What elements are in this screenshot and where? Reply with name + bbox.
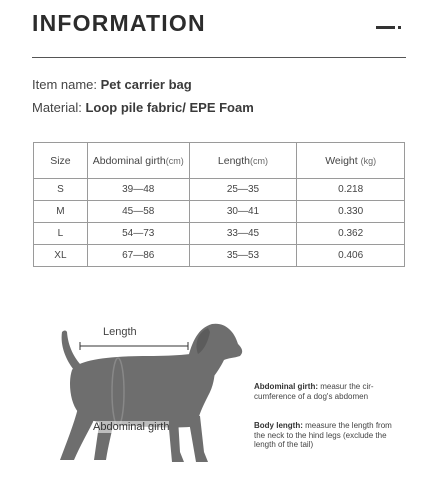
header-size: Size — [34, 143, 88, 179]
minus-icon — [376, 26, 402, 31]
table-cell: S — [34, 179, 88, 201]
table-cell: 0.218 — [297, 179, 405, 201]
table-cell: 39—48 — [87, 179, 189, 201]
table-cell: 35—53 — [189, 245, 297, 267]
length-note — [254, 421, 404, 450]
table-cell: 67—86 — [87, 245, 189, 267]
size-table — [33, 142, 405, 267]
item-name-line — [32, 77, 192, 92]
table-cell: L — [34, 223, 88, 245]
girth-note — [254, 382, 404, 401]
table-row — [34, 179, 405, 201]
length-label: Length — [103, 326, 137, 338]
dog-silhouette-icon — [48, 320, 248, 470]
item-name-value: Pet carrier bag — [100, 77, 192, 92]
table-cell: 54—73 — [87, 223, 189, 245]
table-cell: XL — [34, 245, 88, 267]
table-cell: M — [34, 201, 88, 223]
table-row — [34, 245, 405, 267]
table-row — [34, 201, 405, 223]
length-note-text: measure the length from the neck to the hind legs (exclude the length of the tail) — [254, 421, 392, 449]
header-weight: Weight (kg) — [297, 143, 405, 179]
table-cell: 45—58 — [87, 201, 189, 223]
table-cell: 0.406 — [297, 245, 405, 267]
page-title: INFORMATION — [32, 10, 206, 36]
table-header-row — [34, 143, 405, 179]
divider — [32, 57, 406, 58]
girth-note-term: Abdominal girth: — [254, 382, 318, 391]
table-cell: 30—41 — [189, 201, 297, 223]
material-value: Loop pile fabric/ EPE Foam — [85, 100, 254, 115]
material-line — [32, 100, 254, 115]
table-cell: 25—35 — [189, 179, 297, 201]
material-label: Material: — [32, 100, 86, 115]
header-length: Length(cm) — [189, 143, 297, 179]
girth-note-text: measur the cir-cumference of a dog's abdomen — [254, 382, 374, 401]
table-cell: 0.330 — [297, 201, 405, 223]
header-abdominal-girth: Abdominal girth(cm) — [87, 143, 189, 179]
abdominal-girth-label: Abdominal girth — [93, 421, 170, 433]
table-cell: 0.362 — [297, 223, 405, 245]
table-cell: 33—45 — [189, 223, 297, 245]
table-row — [34, 223, 405, 245]
length-note-term: Body length: — [254, 421, 303, 430]
item-name-label: Item name: — [32, 77, 101, 92]
